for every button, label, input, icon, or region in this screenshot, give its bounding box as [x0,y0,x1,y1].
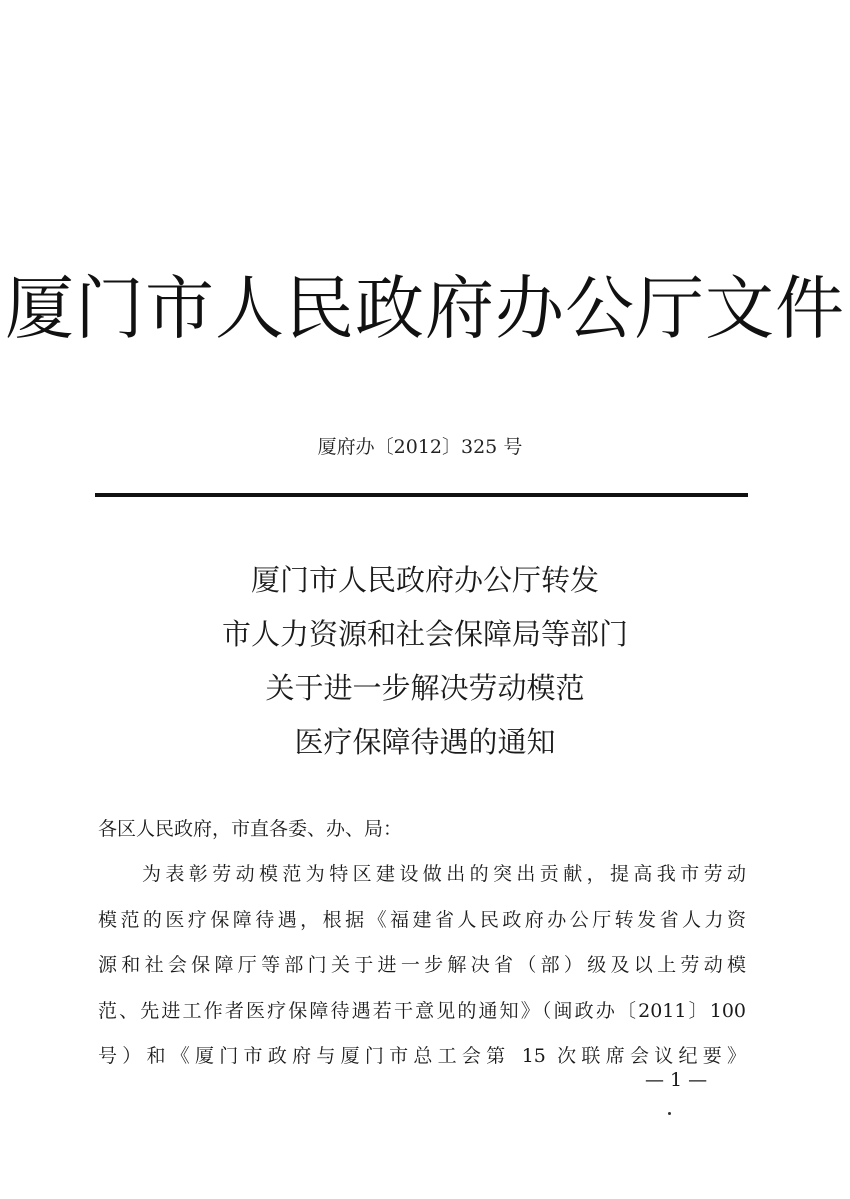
notice-title-line: 厦门市人民政府办公厅转发 [250,563,599,597]
body-line: 源和社会保障厅等部门关于进一步解决省（部）级及以上劳动模 [98,954,746,976]
notice-title-line: 关于进一步解决劳动模范 [265,671,585,705]
notice-title-line: 市人力资源和社会保障局等部门 [221,617,628,651]
body-line: 范、先进工作者医疗保障待遇若干意见的通知》（闽政办〔2011〕100 [98,999,746,1022]
body-paragraph [98,852,746,1080]
salutation: 各区人民政府，市直各委、办、局： [98,818,403,840]
body-line: 模范的医疗保障待遇，根据《福建省人民政府办公厅转发省人力资 [98,908,746,931]
issuing-authority-header: 厦门市人民政府办公厅文件 [5,269,845,349]
document-number: 厦府办〔2012〕325 号 [317,436,523,458]
notice-title [0,553,850,769]
scan-speck [668,1112,671,1115]
notice-title-line: 医疗保障待遇的通知 [294,725,556,759]
page-number: — 1 — [645,1069,708,1091]
body-line: 为表彰劳动模范为特区建设做出的突出贡献，提高我市劳动 [142,863,746,885]
header-divider [95,493,748,497]
body-line: 号）和《厦门市政府与厦门市总工会第 15 次联席会议纪要》 [98,1045,746,1067]
